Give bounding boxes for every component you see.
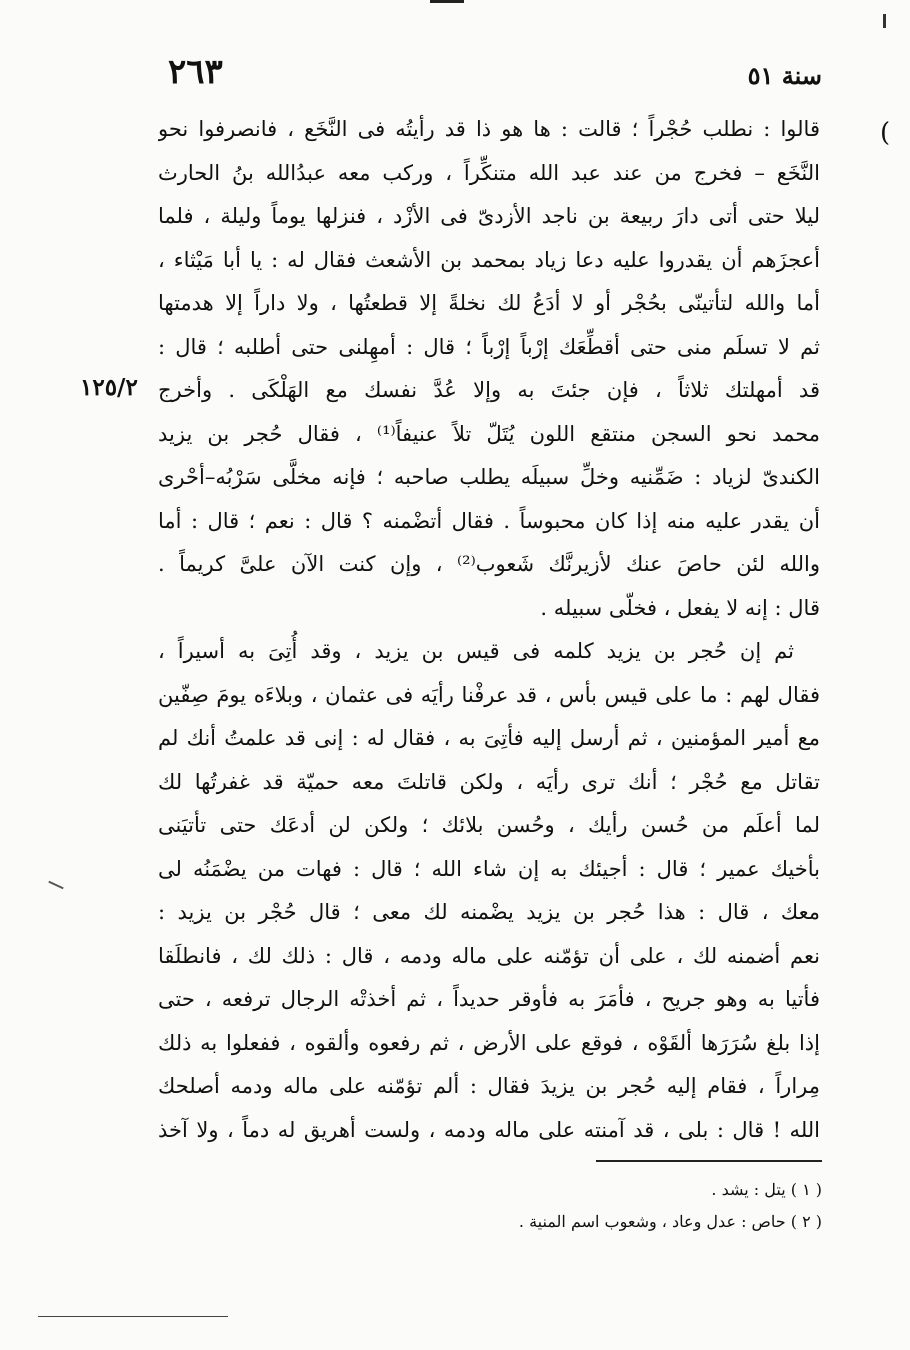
- text-line: معك ، قال : هذا حُجر بن يزيد يضْمنه لك معى ؛ قال حُجْر بن يزيد :: [158, 900, 820, 924]
- text-line: فأتيا به وهو جريح ، فأمَرَ به فأوقر حديداً ، ثم أخذتْه الرجال ترفعه ، حتى: [158, 987, 820, 1011]
- text-line: إذا بلغ سُرَرَها ألقَوْه ، فوقع على الأرض ، ثم رفعوه وألقوه ، ففعلوا به ذلك: [158, 1030, 820, 1055]
- text-line: والله لئن حاصَ عنك لأزيرنَّك شَعوب⁽²⁾ ، وإن كنت الآن علىَّ كريماً .: [158, 552, 820, 576]
- text-line: النَّخَع – فخرج من عند عبد الله متنكِّراً ، وركب معه عبدُالله بنُ الحارث: [158, 160, 820, 185]
- page-number: ٢٦٣: [168, 52, 223, 92]
- footnotes: [322, 1174, 822, 1238]
- margin-reference: ١٢٥/٢: [80, 374, 138, 401]
- text-line: محمد نحو السجن منتقع اللون يُتَلّ تلاً عنيفاً⁽¹⁾ ، فقال حُجر بن يزيد: [158, 421, 820, 446]
- text-line: ثم لا تسلَم منى حتى أقطِّعَك إرْباً إرْباً ؛ قال : أمهِلنى حتى أطلبه ؛ قال :: [158, 334, 820, 359]
- text-line: ليلا حتى أتى دارَ ربيعة بن ناجد الأزدىّ فى الأزْد ، فنزلها يوماً وليلة ، فلما: [158, 204, 820, 228]
- text-line: الله ! قال : بلى ، قد آمنته على ماله ودمه ، ولست أهريق له دماً ، ولا آخذ: [158, 1117, 820, 1142]
- text-line: لما أعلَم من حُسن رأيك ، وحُسن بلائك ؛ ولكن لن أدعَك حتى تأتيَنى: [158, 813, 820, 837]
- text-line: قالوا : نطلب حُجْراً ؛ قالت : ها هو ذا قد رأيتُه فى النَّخَع ، فانصرفوا نحو: [158, 117, 820, 141]
- bottom-edge-line: [38, 1316, 228, 1317]
- right-edge-mark: [883, 14, 886, 28]
- text-line: أن يقدر عليه منه إذا كان محبوساً . فقال أتضْمنه ؟ قال : نعم ؛ قال : أما: [158, 508, 820, 533]
- text-line: فقال لهم : ما على قيس بأس ، قد عرفْنا رأيَه فى عثمان ، وبلاءَه يومَ صِفّين: [158, 682, 820, 707]
- running-header-year: سنة ٥١: [747, 61, 822, 90]
- main-text: [158, 108, 820, 1152]
- text-line: الكندىّ لزياد : ضَمِّنيه وخلِّ سبيلَه يطلب صاحبه ؛ فإنه مخلَّى سَرْبُه–أحْرى: [158, 465, 820, 489]
- footnote-2: ( ٢ ) حاص : عدل وعاد ، وشعوب اسم المنية .: [518, 1212, 822, 1231]
- paragraph-start-line: ثم إن حُجر بن يزيد كلمه فى قيس بن يزيد ، وقد أُتِىَ به أسيراً ،: [158, 639, 794, 663]
- margin-dash: [48, 881, 63, 890]
- text-line: نعم أضمنه لك ، على أن تؤمّنه على ماله ودمه ، قال : ذلك لك ، فانطلَقا: [158, 943, 820, 968]
- text-line: مِراراً ، فقام إليه حُجر بن يزيدَ فقال : ألم تؤمّنه على ماله ودمه أصلحك: [158, 1074, 820, 1098]
- text-line: أعجزَهم أن يقدروا عليه دعا زياد بمحمد بن الأشعث فقال له : يا أبا مَيْثاء ،: [158, 247, 820, 272]
- top-edge-mark: [430, 0, 464, 3]
- margin-bracket: (: [880, 118, 891, 148]
- text-line: تقاتل مع حُجْر ؛ أنك ترى رأيَه ، ولكن قاتلتَ معه حميّة قد غفرتُها لك: [158, 769, 820, 794]
- text-line: بأخيك عمير ؛ قال : أجيئك به إن شاء الله ؛ قال : فهات من يضْمَنُه لى: [158, 856, 820, 881]
- footnote-divider: [596, 1160, 822, 1162]
- text-line: أما والله لتأتينّى بحُجْر أو لا أدَعُ لك نخلةً إلا قطعتُها ، ولا داراً إلا هدمتها: [158, 291, 820, 315]
- text-line: قال : إنه لا يفعل ، فخلّى سبيله .: [540, 595, 820, 620]
- footnote-1: ( ١ ) يتل : يشد .: [711, 1180, 822, 1199]
- text-line: قد أمهلتك ثلاثاً ، فإن جئتَ به وإلا عُدَّ نفسك مع الهَلْكَى . وأخرج: [158, 378, 820, 402]
- text-line: مع أمير المؤمنين ، ثم أرسل إليه فأتِىَ به ، فقال له : إنى قد علمتُ أنك لم: [158, 726, 820, 750]
